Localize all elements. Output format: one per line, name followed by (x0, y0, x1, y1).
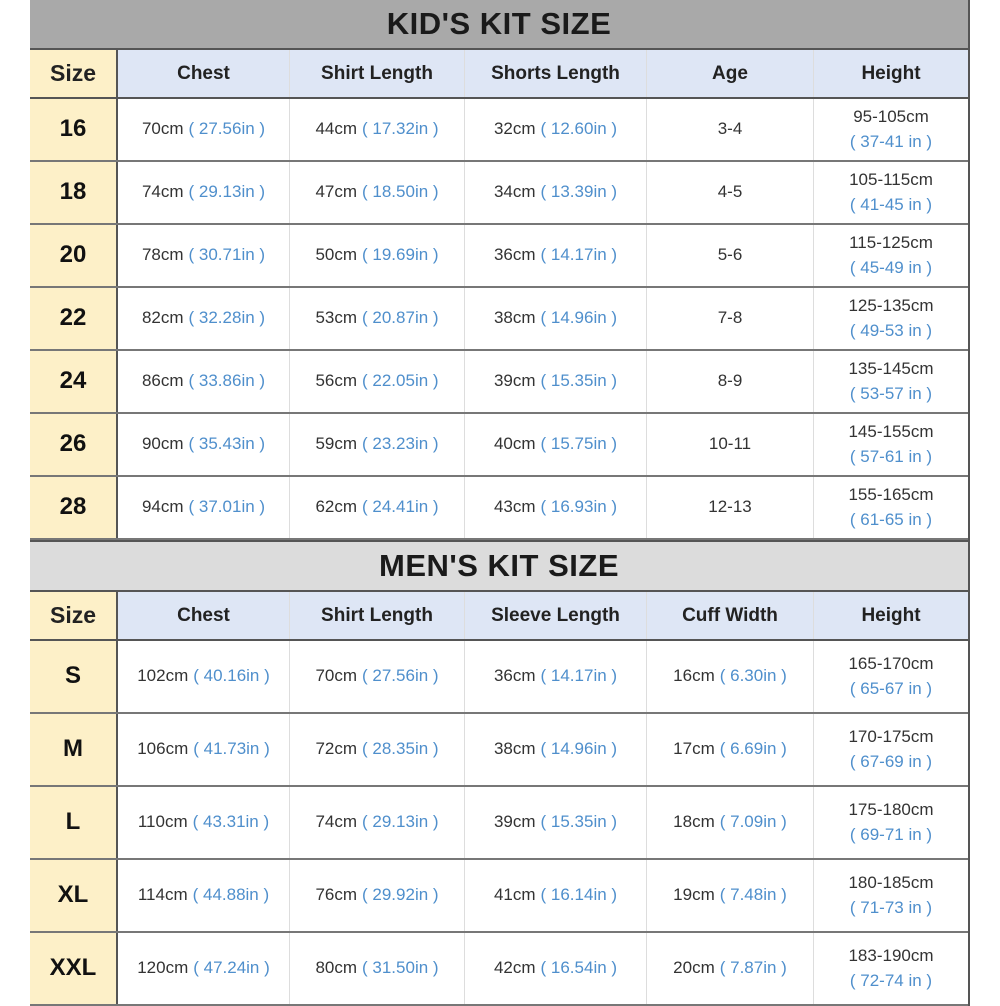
chest-cell (118, 351, 290, 412)
mens-header-row (30, 592, 968, 641)
size-cell: 18 (30, 162, 118, 223)
chest-cell-in: ( 29.13in ) (188, 182, 266, 202)
shorts-length-cell (465, 99, 647, 160)
shirt-length-cell-in: ( 27.56in ) (362, 666, 439, 686)
size-cell: S (30, 641, 118, 712)
shirt-length-cell (290, 714, 465, 785)
shorts-length-cell (465, 288, 647, 349)
age-cell: 7-8 (647, 288, 814, 349)
height-cell-cm: 145-155cm (848, 421, 934, 441)
age-cell: 10-11 (647, 414, 814, 475)
chest-cell-cm: 120cm (137, 958, 189, 978)
shirt-length-cell-in: ( 28.35in ) (362, 739, 439, 759)
height-cell-cm: 175-180cm (848, 799, 934, 819)
chest-cell-in: ( 27.56in ) (188, 119, 266, 139)
sleeve-length-cell (465, 933, 647, 1004)
cuff-width-cell-in: ( 7.87in ) (719, 958, 787, 978)
shirt-length-cell-cm: 50cm (315, 245, 358, 265)
height-cell-in: ( 69-71 in ) (849, 824, 933, 844)
shirt-length-cell-cm: 59cm (315, 434, 358, 454)
height-cell-cm: 165-170cm (848, 653, 934, 673)
table-row (30, 288, 968, 351)
shirt-length-cell-cm: 53cm (315, 308, 358, 328)
height-cell-in: ( 71-73 in ) (849, 897, 933, 917)
shirt-length-cell-in: ( 31.50in ) (362, 958, 439, 978)
header-age: Age (647, 50, 814, 97)
height-cell-cm: 135-145cm (848, 358, 934, 378)
chest-cell-in: ( 33.86in ) (188, 371, 266, 391)
chest-cell (118, 477, 290, 538)
chest-cell-in: ( 44.88in ) (192, 885, 270, 905)
height-cell (814, 414, 968, 475)
shirt-length-cell-cm: 56cm (315, 371, 358, 391)
cuff-width-cell-cm: 18cm (673, 812, 715, 832)
cuff-width-cell-in: ( 6.69in ) (719, 739, 787, 759)
chest-cell (118, 641, 290, 712)
height-cell-in: ( 61-65 in ) (849, 509, 933, 529)
shorts-length-cell-cm: 43cm (493, 497, 536, 517)
header-height: Height (814, 592, 968, 639)
shorts-length-cell-in: ( 16.93in ) (540, 497, 618, 517)
height-cell-in: ( 49-53 in ) (849, 320, 933, 340)
shorts-length-cell-cm: 40cm (493, 434, 536, 454)
shorts-length-cell (465, 351, 647, 412)
size-cell: XXL (30, 933, 118, 1004)
chest-cell (118, 860, 290, 931)
header-shorts-length: Shorts Length (465, 50, 647, 97)
shorts-length-cell-cm: 38cm (493, 308, 536, 328)
shorts-length-cell-cm: 39cm (493, 371, 536, 391)
size-cell: 22 (30, 288, 118, 349)
height-cell (814, 288, 968, 349)
shirt-length-cell-cm: 70cm (315, 666, 358, 686)
height-cell (814, 714, 968, 785)
cuff-width-cell-in: ( 6.30in ) (719, 666, 787, 686)
height-cell-in: ( 65-67 in ) (849, 678, 933, 698)
size-chart (30, 0, 970, 1006)
shirt-length-cell (290, 162, 465, 223)
chest-cell-in: ( 30.71in ) (188, 245, 266, 265)
height-cell-in: ( 57-61 in ) (849, 446, 933, 466)
height-cell-cm: 125-135cm (848, 295, 934, 315)
shorts-length-cell-in: ( 14.96in ) (540, 308, 618, 328)
height-cell-in: ( 67-69 in ) (849, 751, 933, 771)
sleeve-length-cell-in: ( 16.54in ) (540, 958, 618, 978)
cuff-width-cell (647, 641, 814, 712)
shirt-length-cell-cm: 44cm (315, 119, 358, 139)
shirt-length-cell (290, 414, 465, 475)
header-sleeve-length: Sleeve Length (465, 592, 647, 639)
height-cell-cm: 95-105cm (853, 106, 929, 126)
sleeve-length-cell (465, 787, 647, 858)
chest-cell (118, 933, 290, 1004)
shirt-length-cell-in: ( 17.32in ) (362, 119, 439, 139)
cuff-width-cell (647, 860, 814, 931)
header-cuff-width: Cuff Width (647, 592, 814, 639)
cuff-width-cell-cm: 16cm (673, 666, 715, 686)
cuff-width-cell (647, 714, 814, 785)
chest-cell (118, 99, 290, 160)
height-cell-in: ( 37-41 in ) (849, 131, 933, 151)
mens-table-title: MEN'S KIT SIZE (30, 540, 968, 592)
height-cell-in: ( 41-45 in ) (849, 194, 933, 214)
table-row (30, 641, 968, 714)
header-chest: Chest (118, 592, 290, 639)
height-cell (814, 787, 968, 858)
size-cell: 16 (30, 99, 118, 160)
cuff-width-cell-cm: 17cm (673, 739, 715, 759)
height-cell-cm: 180-185cm (848, 872, 934, 892)
shorts-length-cell-in: ( 15.75in ) (540, 434, 618, 454)
chest-cell-cm: 78cm (141, 245, 184, 265)
cuff-width-cell (647, 933, 814, 1004)
shorts-length-cell-cm: 34cm (493, 182, 536, 202)
size-cell: 24 (30, 351, 118, 412)
shirt-length-cell-cm: 80cm (315, 958, 358, 978)
chest-cell-in: ( 32.28in ) (188, 308, 266, 328)
shorts-length-cell (465, 225, 647, 286)
age-cell: 3-4 (647, 99, 814, 160)
chest-cell-in: ( 40.16in ) (193, 666, 270, 686)
chest-cell-in: ( 37.01in ) (188, 497, 266, 517)
shirt-length-cell-cm: 72cm (315, 739, 358, 759)
chest-cell-cm: 90cm (141, 434, 184, 454)
chest-cell-in: ( 47.24in ) (193, 958, 270, 978)
chest-cell-cm: 74cm (141, 182, 184, 202)
sleeve-length-cell-in: ( 16.14in ) (540, 885, 618, 905)
kids-header-row (30, 50, 968, 99)
chest-cell-cm: 102cm (137, 666, 189, 686)
shirt-length-cell-in: ( 18.50in ) (362, 182, 439, 202)
size-cell: 28 (30, 477, 118, 538)
height-cell-cm: 170-175cm (848, 726, 934, 746)
shirt-length-cell (290, 641, 465, 712)
shirt-length-cell-in: ( 22.05in ) (362, 371, 439, 391)
cuff-width-cell-cm: 20cm (673, 958, 715, 978)
cuff-width-cell-cm: 19cm (673, 885, 715, 905)
sleeve-length-cell-in: ( 14.96in ) (540, 739, 618, 759)
sleeve-length-cell-cm: 41cm (493, 885, 536, 905)
shirt-length-cell (290, 787, 465, 858)
height-cell (814, 477, 968, 538)
height-cell (814, 641, 968, 712)
shirt-length-cell-in: ( 29.92in ) (362, 885, 439, 905)
chest-cell-cm: 70cm (141, 119, 184, 139)
shirt-length-cell-cm: 74cm (315, 812, 358, 832)
shorts-length-cell (465, 162, 647, 223)
height-cell-cm: 105-115cm (849, 169, 933, 189)
chest-cell-cm: 94cm (141, 497, 184, 517)
shorts-length-cell (465, 414, 647, 475)
sleeve-length-cell-cm: 38cm (493, 739, 536, 759)
table-row (30, 714, 968, 787)
shirt-length-cell (290, 288, 465, 349)
sleeve-length-cell (465, 860, 647, 931)
shorts-length-cell-in: ( 15.35in ) (540, 371, 618, 391)
height-cell-in: ( 53-57 in ) (849, 383, 933, 403)
age-cell: 12-13 (647, 477, 814, 538)
shirt-length-cell-in: ( 29.13in ) (362, 812, 439, 832)
cuff-width-cell (647, 787, 814, 858)
shirt-length-cell-in: ( 19.69in ) (362, 245, 439, 265)
shorts-length-cell (465, 477, 647, 538)
shorts-length-cell-in: ( 13.39in ) (540, 182, 618, 202)
chest-cell (118, 787, 290, 858)
height-cell (814, 162, 968, 223)
chest-cell (118, 225, 290, 286)
shirt-length-cell-in: ( 20.87in ) (362, 308, 439, 328)
size-cell: M (30, 714, 118, 785)
chest-cell (118, 414, 290, 475)
shirt-length-cell-cm: 47cm (315, 182, 358, 202)
header-height: Height (814, 50, 968, 97)
height-cell-in: ( 72-74 in ) (849, 970, 933, 990)
kids-size-table (30, 0, 968, 540)
shorts-length-cell-cm: 36cm (493, 245, 536, 265)
chest-cell (118, 162, 290, 223)
header-shirt-length: Shirt Length (290, 592, 465, 639)
table-row (30, 477, 968, 540)
cuff-width-cell-in: ( 7.48in ) (719, 885, 787, 905)
kids-table-title: KID'S KIT SIZE (30, 0, 968, 50)
sleeve-length-cell (465, 641, 647, 712)
height-cell-cm: 183-190cm (848, 945, 934, 965)
header-size: Size (30, 50, 118, 97)
chest-cell (118, 288, 290, 349)
chest-cell-cm: 114cm (137, 885, 188, 905)
table-row (30, 225, 968, 288)
sleeve-length-cell-in: ( 15.35in ) (540, 812, 618, 832)
header-shirt-length: Shirt Length (290, 50, 465, 97)
shirt-length-cell-in: ( 24.41in ) (362, 497, 439, 517)
mens-size-table (30, 540, 968, 1006)
sleeve-length-cell (465, 714, 647, 785)
height-cell (814, 99, 968, 160)
table-row (30, 99, 968, 162)
sleeve-length-cell-cm: 36cm (493, 666, 536, 686)
chest-cell-in: ( 35.43in ) (188, 434, 266, 454)
size-cell: 26 (30, 414, 118, 475)
height-cell (814, 933, 968, 1004)
chest-cell-cm: 110cm (137, 812, 188, 832)
age-cell: 5-6 (647, 225, 814, 286)
sleeve-length-cell-in: ( 14.17in ) (540, 666, 618, 686)
chest-cell-cm: 86cm (141, 371, 184, 391)
sleeve-length-cell-cm: 42cm (493, 958, 536, 978)
shirt-length-cell (290, 225, 465, 286)
chest-cell-in: ( 43.31in ) (192, 812, 270, 832)
table-row (30, 414, 968, 477)
shorts-length-cell-cm: 32cm (493, 119, 536, 139)
height-cell (814, 351, 968, 412)
chest-cell-cm: 82cm (141, 308, 184, 328)
chest-cell (118, 714, 290, 785)
shirt-length-cell-cm: 76cm (315, 885, 358, 905)
age-cell: 4-5 (647, 162, 814, 223)
height-cell-cm: 115-125cm (849, 232, 933, 252)
size-cell: 20 (30, 225, 118, 286)
size-cell: XL (30, 860, 118, 931)
shirt-length-cell (290, 351, 465, 412)
shorts-length-cell-in: ( 14.17in ) (540, 245, 618, 265)
height-cell (814, 225, 968, 286)
table-row (30, 933, 968, 1006)
header-size: Size (30, 592, 118, 639)
age-cell: 8-9 (647, 351, 814, 412)
table-row (30, 787, 968, 860)
chest-cell-in: ( 41.73in ) (193, 739, 270, 759)
shirt-length-cell (290, 860, 465, 931)
height-cell-cm: 155-165cm (848, 484, 934, 504)
shirt-length-cell (290, 933, 465, 1004)
table-row (30, 351, 968, 414)
height-cell (814, 860, 968, 931)
shirt-length-cell (290, 477, 465, 538)
height-cell-in: ( 45-49 in ) (849, 257, 933, 277)
sleeve-length-cell-cm: 39cm (493, 812, 536, 832)
shirt-length-cell-in: ( 23.23in ) (362, 434, 439, 454)
cuff-width-cell-in: ( 7.09in ) (719, 812, 787, 832)
shirt-length-cell (290, 99, 465, 160)
header-chest: Chest (118, 50, 290, 97)
size-cell: L (30, 787, 118, 858)
chest-cell-cm: 106cm (137, 739, 189, 759)
table-row (30, 860, 968, 933)
shorts-length-cell-in: ( 12.60in ) (540, 119, 618, 139)
table-row (30, 162, 968, 225)
shirt-length-cell-cm: 62cm (315, 497, 358, 517)
